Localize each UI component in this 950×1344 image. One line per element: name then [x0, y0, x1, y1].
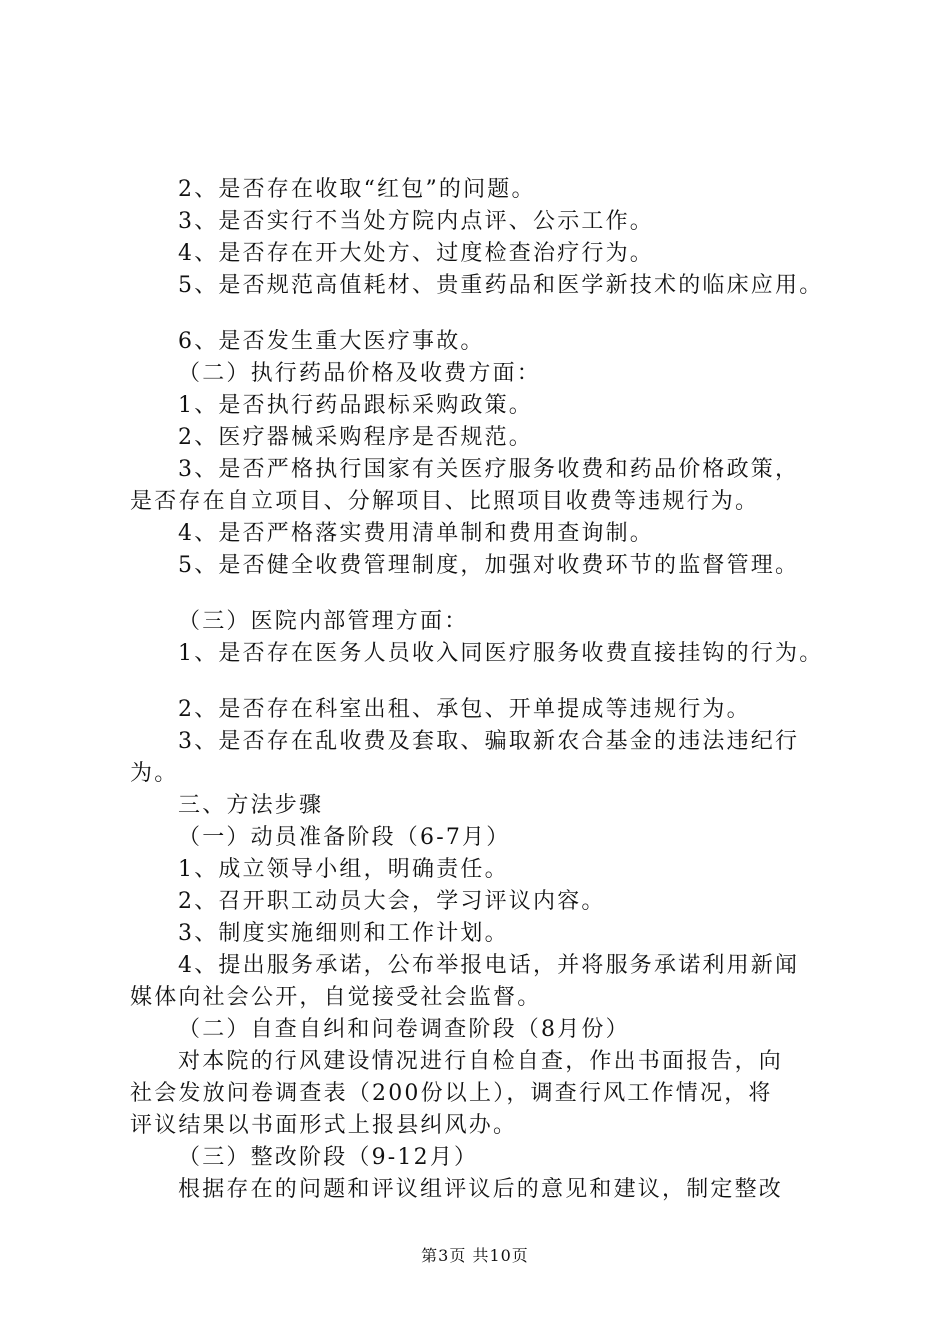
paragraph-line: 3、是否实行不当处方院内点评、公示工作。 — [178, 209, 654, 234]
paragraph-line: 1、是否执行药品跟标采购政策。 — [178, 393, 533, 418]
document-body — [130, 174, 842, 1206]
paragraph-line: 5、是否规范高值耗材、贵重药品和医学新技术的临床应用。 — [178, 273, 824, 298]
paragraph-line: 3、是否存在乱收费及套取、骗取新农合基金的违法违纪行 — [178, 729, 800, 754]
paragraph-line: 6、是否发生重大医疗事故。 — [178, 329, 485, 354]
paragraph-gap — [130, 302, 842, 326]
section-heading: （三）医院内部管理方面： — [178, 609, 469, 634]
paragraph-line: 2、是否存在科室出租、承包、开单提成等违规行为。 — [178, 697, 751, 722]
paragraph-line: 3、制度实施细则和工作计划。 — [178, 921, 509, 946]
paragraph-line: 5、是否健全收费管理制度，加强对收费环节的监督管理。 — [178, 553, 800, 578]
paragraph-line: 1、成立领导小组，明确责任。 — [178, 857, 509, 882]
section-heading: （二）执行药品价格及收费方面： — [178, 361, 542, 386]
section-heading: 三、方法步骤 — [178, 793, 324, 818]
paragraph-line: 4、是否严格落实费用清单制和费用查询制。 — [178, 521, 654, 546]
paragraph-line: 社会发放问卷调查表（200份以上），调查行风工作情况，将 — [130, 1081, 773, 1106]
paragraph-line: 2、召开职工动员大会，学习评议内容。 — [178, 889, 606, 914]
section-heading: （三）整改阶段（9-12月） — [178, 1145, 479, 1170]
paragraph-line: 评议结果以书面形式上报县纠风办。 — [130, 1113, 518, 1138]
paragraph-line: 2、医疗器械采购程序是否规范。 — [178, 425, 533, 450]
paragraph-line: 4、是否存在开大处方、过度检查治疗行为。 — [178, 241, 654, 266]
paragraph-line: 是否存在自立项目、分解项目、比照项目收费等违规行为。 — [130, 489, 760, 514]
paragraph-line: 对本院的行风建设情况进行自检自查，作出书面报告，向 — [178, 1049, 784, 1074]
paragraph-gap — [130, 670, 842, 694]
page-number-footer: 第3页 共10页 — [421, 1246, 529, 1265]
paragraph-line: 媒体向社会公开，自觉接受社会监督。 — [130, 985, 542, 1010]
paragraph-line: 1、是否存在医务人员收入同医疗服务收费直接挂钩的行为。 — [178, 641, 824, 666]
paragraph-line: 根据存在的问题和评议组评议后的意见和建议，制定整改 — [178, 1177, 784, 1202]
section-heading: （二）自查自纠和问卷调查阶段（8月份） — [178, 1017, 630, 1042]
paragraph-line: 4、提出服务承诺，公布举报电话，并将服务承诺利用新闻 — [178, 953, 800, 978]
paragraph-gap — [130, 582, 842, 606]
paragraph-line: 为。 — [130, 761, 179, 786]
paragraph-line: 3、是否严格执行国家有关医疗服务收费和药品价格政策， — [178, 457, 800, 482]
paragraph-line: 2、是否存在收取“红包”的问题。 — [178, 177, 536, 202]
section-heading: （一）动员准备阶段（6-7月） — [178, 825, 511, 850]
